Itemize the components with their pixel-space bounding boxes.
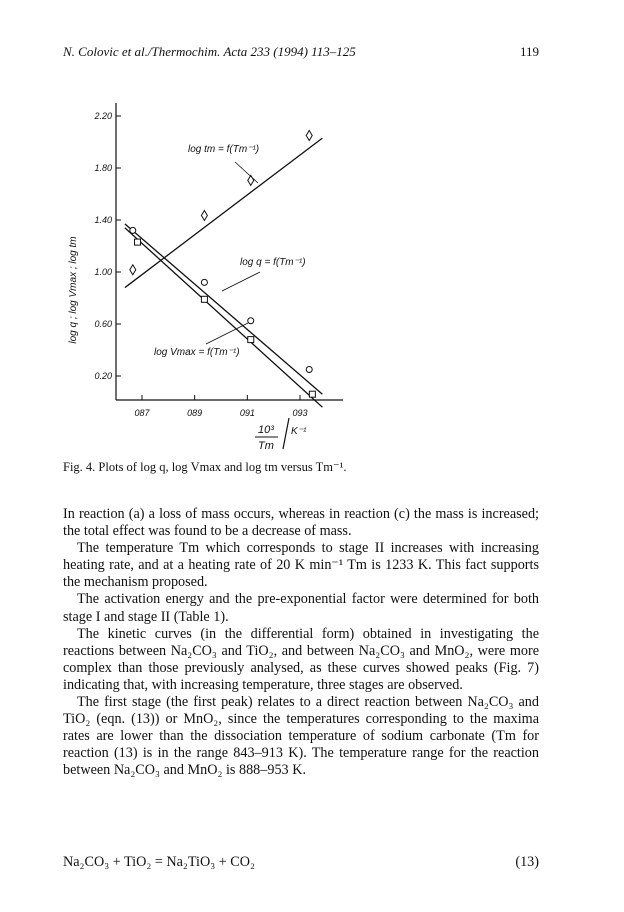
series-label: log Vmax = f(Tm⁻¹) [154,347,240,358]
paragraph-3: The activation energy and the pre-exponential factor were determined for both stage I and stage II (Table 1). [63,591,539,625]
y-axis-label: log q ; log Vmax ; log tm [68,236,79,344]
data-point-square [135,239,141,245]
x-tick-label: 091 [239,408,255,418]
equation-text: Na₂CO₃ + TiO₂ = Na₂TiO₃ + CO₂ [63,854,255,870]
series-line [125,228,323,407]
y-tick-label: 2.20 [94,111,112,121]
data-point-diamond [306,131,312,141]
figure-caption: Fig. 4. Plots of log q, log Vmax and log tm versus Tm⁻¹. [63,460,347,474]
x-tick-label: 089 [187,408,203,418]
data-point-circle [248,318,254,324]
y-tick-label: 1.80 [94,163,112,173]
data-point-circle [130,227,136,233]
data-point-diamond [201,210,207,220]
equation-13 [63,854,539,871]
y-tick-label: 1.40 [94,215,112,225]
data-point-circle [306,367,312,373]
running-title: N. Colovic et al./Thermochim. Acta 233 (1994) 113–125 [63,44,356,59]
paragraph-2: The temperature Tm which corresponds to stage II increases with increasing heating rate, and at a heating rate of 20 K min⁻¹ Tm is 1233 K. This fact supports the mechanism proposed. [63,540,539,591]
y-tick-label: 0.20 [94,371,112,381]
series-label: log tm = f(Tm⁻¹) [188,144,260,155]
figure-4-chart [60,92,360,454]
data-point-square [201,296,207,302]
series-annotations [154,144,307,452]
page-number: 119 [519,44,539,59]
paragraph-5: The first stage (the first peak) relates to a direct reaction between Na₂CO₃ and TiO₂ (eqn. (13)) or MnO₂, since the temperatures corresponding to the maxima rates are lower than the dissociation temperature of sodium carbonate (Tm for reaction (13) is in the range 843–913 K). The temperature range for the reaction between Na₂CO₃ and MnO₂ is 888–953 K. [63,694,539,779]
series-label-leader [235,162,258,183]
series-label: log q = f(Tm⁻¹) [240,257,306,268]
body-text [63,506,539,780]
x-axis-label-slash [283,418,289,449]
data-point-circle [201,279,207,285]
data-point-square [309,391,315,397]
series-lines [125,138,323,407]
data-point-diamond [130,265,136,275]
series-label-leader [222,272,260,291]
series-line [125,224,323,394]
equation-number: (13) [515,854,539,870]
paragraph-1: In reaction (a) a loss of mass occurs, whereas in reaction (c) the mass is increased; the total effect was found to be a decrease of mass. [63,506,539,540]
paragraph-4: The kinetic curves (in the differential form) obtained in investigating the reactions between Na₂CO₃ and TiO₂, and between Na₂CO₃ and MnO₂, were more complex than those previously analysed, as these curves showed peaks (Fig. 7) indicating that, with increasing temperature, three stages are observed. [63,625,539,693]
x-tick-label: 087 [134,408,150,418]
x-axis-label-unit: K⁻¹ [291,426,307,437]
y-tick-label: 1.00 [94,267,112,277]
y-tick-label: 0.60 [94,319,112,329]
data-point-square [248,337,254,343]
x-axis-label-denominator: Tm [258,440,274,452]
x-tick-label: 093 [292,408,308,418]
running-header [63,44,539,64]
x-axis-label-numerator: 10³ [258,424,274,436]
y-ticks [93,111,121,381]
